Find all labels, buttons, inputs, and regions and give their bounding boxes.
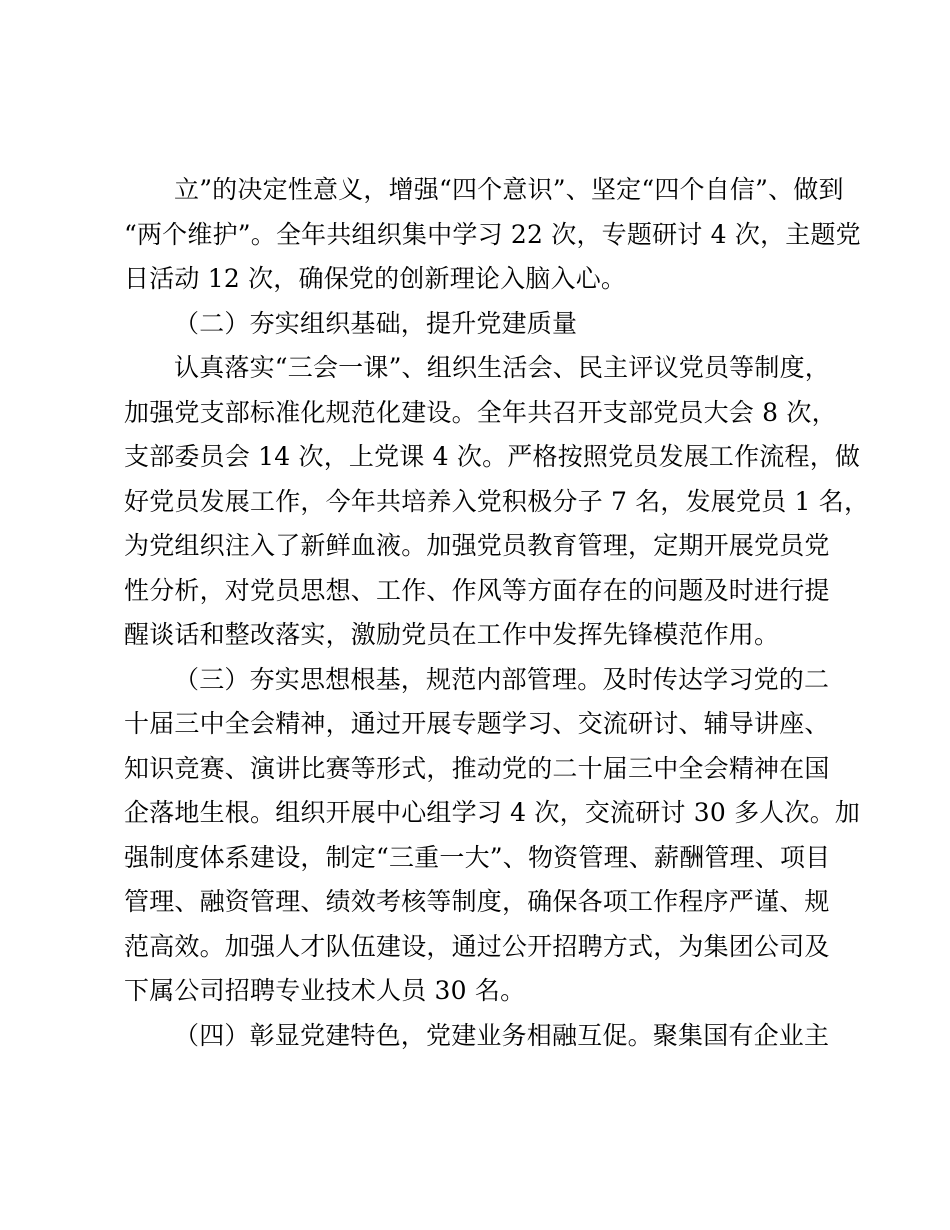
text-line: 强制度体系建设，制定“三重一大”、物资管理、薪酬管理、项目	[124, 842, 831, 872]
document-body	[124, 168, 870, 1058]
text-line: 支部委员会 14 次，上党课 4 次。严格按照党员发展工作流程，做	[124, 442, 861, 471]
text-line: （四）彰显党建特色，党建业务相融互促。聚集国有企业主	[174, 1020, 830, 1050]
text-line: （三）夯实思想根基，规范内部管理。及时传达学习党的二	[174, 664, 830, 694]
text-line: 企落地生根。组织开展中心组学习 4 次，交流研讨 30 多人次。加	[124, 798, 861, 827]
text-line: 范高效。加强人才队伍建设，通过公开招聘方式，为集团公司及	[124, 931, 830, 961]
text-line: 为党组织注入了新鲜血液。加强党员教育管理，定期开展党员党	[124, 531, 830, 560]
text-line: “两个维护”。全年共组织集中学习 22 次，专题研讨 4 次，主题党	[124, 219, 861, 249]
text-line: 日活动 12 次，确保党的创新理论入脑入心。	[124, 264, 627, 293]
section-heading: （二）夯实组织基础，提升党建质量	[174, 308, 578, 338]
text-line: 加强党支部标准化规范化建设。全年共召开支部党员大会 8 次，	[124, 397, 837, 427]
text-line: 立”的决定性意义，增强“四个意识”、坚定“四个自信”、做到	[174, 175, 844, 204]
text-line: 醒谈话和整改落实，激励党员在工作中发挥先锋模范作用。	[124, 620, 780, 649]
text-line: 好党员发展工作，今年共培养入党积极分子 7 名，发展党员 1 名，	[124, 486, 870, 516]
text-line: 下属公司招聘专业技术人员 30 名。	[124, 976, 526, 1005]
text-line: 十届三中全会精神，通过开展专题学习、交流研讨、辅导讲座、	[124, 709, 830, 738]
text-line: 认真落实“三会一课”、组织生活会、民主评议党员等制度，	[174, 353, 830, 382]
text-line: 知识竞赛、演讲比赛等形式，推动党的二十届三中全会精神在国	[124, 753, 830, 783]
text-line: 性分析，对党员思想、工作、作风等方面存在的问题及时进行提	[124, 575, 830, 605]
text-line: 管理、融资管理、绩效考核等制度，确保各项工作程序严谨、规	[124, 887, 830, 916]
